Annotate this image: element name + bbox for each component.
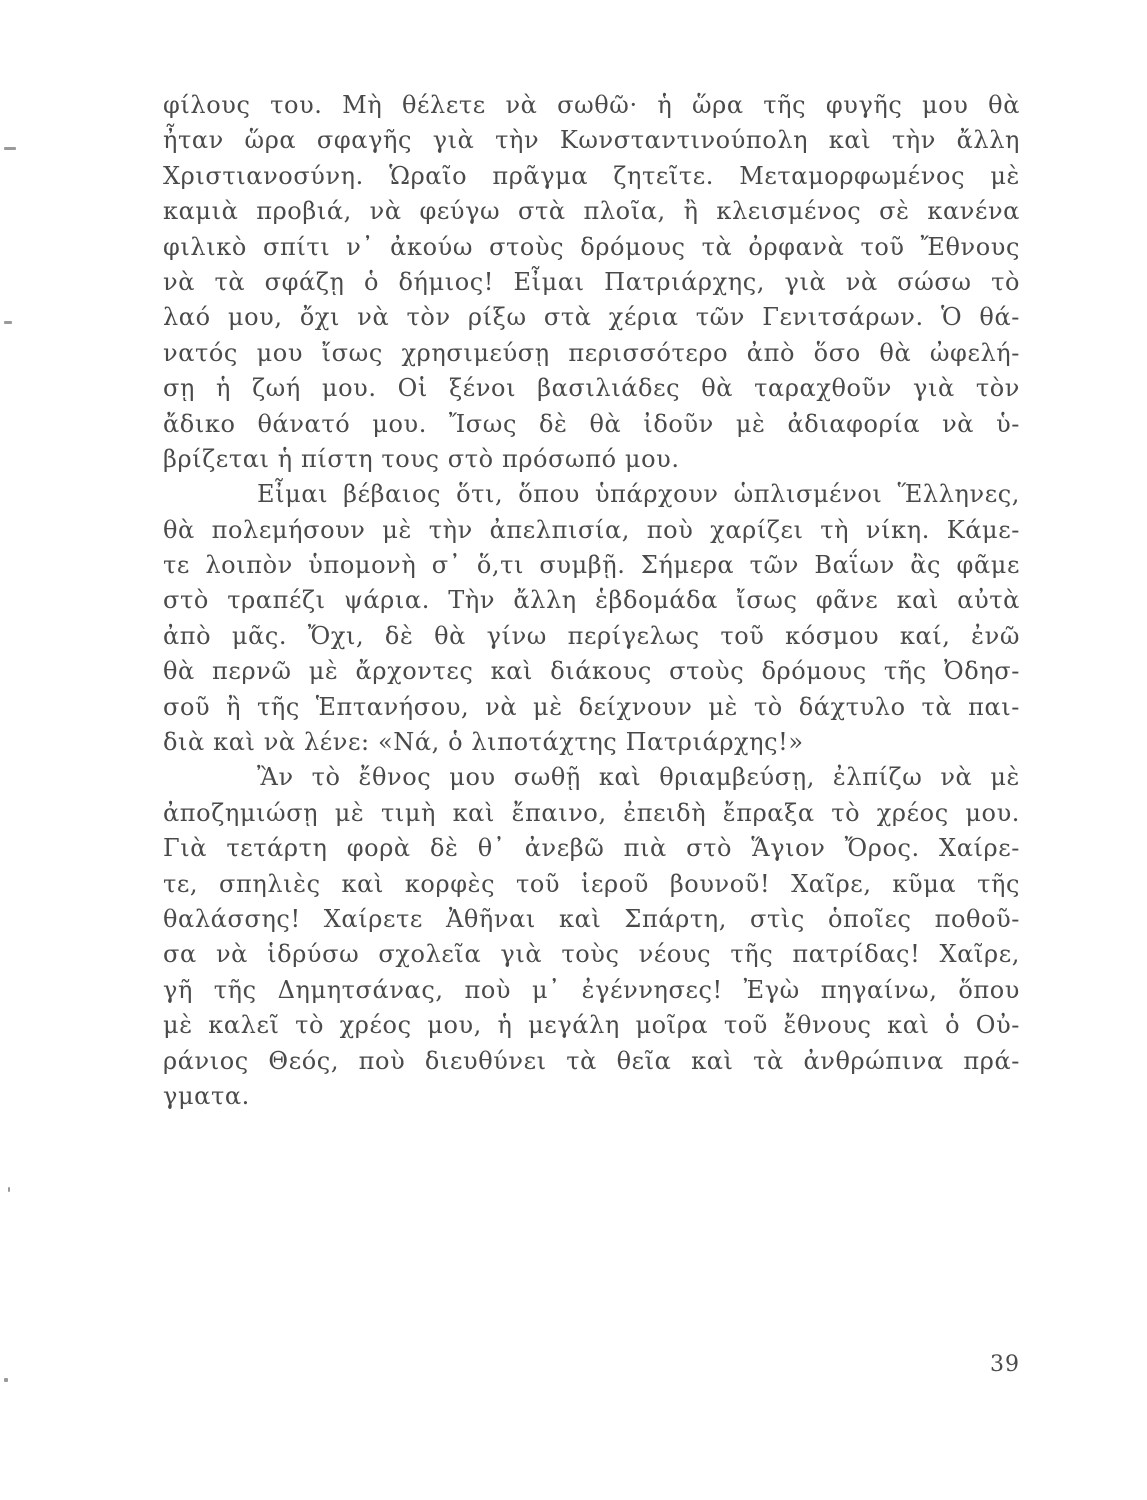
text-line: θὰ πολεμήσουν μὲ τὴν ἀπελπισία, ποὺ χαρίζει τὴ νίκη. Κάμε- <box>163 515 1020 544</box>
page-number: 39 <box>990 1352 1020 1377</box>
text-line: Χριστιανοσύνη. Ὡραῖο πρᾶγμα ζητεῖτε. Μεταμορφωμένος μὲ <box>163 161 1020 190</box>
text-line: Εἶμαι βέβαιος ὅτι, ὅπου ὑπάρχουν ὡπλισμένοι Ἕλληνες, <box>257 480 1020 509</box>
text-line: θὰ περνῶ μὲ ἄρχοντες καὶ διάκους στοὺς δρόμους τῆς Ὀδησ- <box>163 657 1020 686</box>
paragraph-3 <box>163 760 1020 1114</box>
text-line: φιλικὸ σπίτι ν᾽ ἀκούω στοὺς δρόμους τὰ ὀρφανὰ τοῦ Ἔθνους <box>163 232 1020 261</box>
text-line: καμιὰ προβιά, νὰ φεύγω στὰ πλοῖα, ἢ κλεισμένος σὲ κανένα <box>163 197 1020 226</box>
text-line: βρίζεται ἡ πίστη τους στὸ πρόσωπό μου. <box>163 444 680 473</box>
text-line: ράνιος Θεός, ποὺ διευθύνει τὰ θεῖα καὶ τὰ ἀνθρώπινα πρά- <box>163 1046 1020 1075</box>
scan-speck <box>4 1378 8 1382</box>
text-line: σοῦ ἢ τῆς Ἑπτανήσου, νὰ μὲ δείχνουν μὲ τὸ δάχτυλο τὰ παι- <box>163 692 1020 721</box>
text-line: τε, σπηλιὲς καὶ κορφὲς τοῦ ἱεροῦ βουνοῦ! Χαῖρε, κῦμα τῆς <box>163 869 1020 898</box>
text-line: θαλάσσης! Χαίρετε Ἀθῆναι καὶ Σπάρτη, στὶς ὁποῖες ποθοῦ- <box>163 904 1020 933</box>
scan-speck <box>4 321 12 324</box>
text-line: σα νὰ ἱδρύσω σχολεῖα γιὰ τοὺς νέους τῆς πατρίδας! Χαῖρε, <box>163 940 1020 969</box>
text-line: ἦταν ὥρα σφαγῆς γιὰ τὴν Κωνσταντινούπολη καὶ τὴν ἄλλη <box>163 126 1020 155</box>
text-line: σῃ ἡ ζωή μου. Οἱ ξένοι βασιλιάδες θὰ ταραχθοῦν γιὰ τὸν <box>163 374 1020 403</box>
text-line: Γιὰ τετάρτη φορὰ δὲ θ᾽ ἀνεβῶ πιὰ στὸ Ἅγιον Ὄρος. Χαίρε- <box>163 834 1020 863</box>
text-line: διὰ καὶ νὰ λένε: «Νά, ὁ λιποτάχτης Πατριάρχης!» <box>163 728 804 757</box>
text-line: λαό μου, ὄχι νὰ τὸν ρίξω στὰ χέρια τῶν Γενιτσάρων. Ὁ θά- <box>163 303 1020 332</box>
text-line: γματα. <box>163 1081 250 1110</box>
scan-speck <box>4 147 16 150</box>
text-line: νὰ τὰ σφάζῃ ὁ δήμιος! Εἶμαι Πατριάρχης, γιὰ νὰ σώσω τὸ <box>163 267 1020 296</box>
text-line: στὸ τραπέζι ψάρια. Τὴν ἄλλη ἑβδομάδα ἴσως φᾶνε καὶ αὐτὰ <box>163 586 1020 615</box>
scan-speck <box>8 1187 10 1192</box>
paragraph-2 <box>163 477 1020 760</box>
body-text <box>163 88 1020 1114</box>
text-line: Ἂν τὸ ἔθνος μου σωθῇ καὶ θριαμβεύσῃ, ἐλπίζω νὰ μὲ <box>257 763 1020 792</box>
text-line: φίλους του. Μὴ θέλετε νὰ σωθῶ· ἡ ὥρα τῆς φυγῆς μου θὰ <box>163 91 1020 119</box>
text-line: ἄδικο θάνατό μου. Ἴσως δὲ θὰ ἰδοῦν μὲ ἀδιαφορία νὰ ὑ- <box>163 409 1020 438</box>
text-line: γῆ τῆς Δημητσάνας, ποὺ μ᾽ ἐγέννησες! Ἐγὼ πηγαίνω, ὅπου <box>163 975 1020 1004</box>
text-line: τε λοιπὸν ὑπομονὴ σ᾽ ὅ,τι συμβῇ. Σήμερα τῶν Βαΐων ἂς φᾶμε <box>163 551 1020 580</box>
text-line: νατός μου ἴσως χρησιμεύσῃ περισσότερο ἀπὸ ὅσο θὰ ὠφελή- <box>163 338 1020 367</box>
paragraph-1 <box>163 88 1020 477</box>
text-line: μὲ καλεῖ τὸ χρέος μου, ἡ μεγάλη μοῖρα τοῦ ἔθνους καὶ ὁ Οὐ- <box>163 1011 1020 1040</box>
text-line: ἀποζημιώσῃ μὲ τιμὴ καὶ ἔπαινο, ἐπειδὴ ἔπραξα τὸ χρέος μου. <box>163 798 1020 827</box>
text-line: ἀπὸ μᾶς. Ὄχι, δὲ θὰ γίνω περίγελως τοῦ κόσμου καί, ἐνῶ <box>163 621 1020 650</box>
